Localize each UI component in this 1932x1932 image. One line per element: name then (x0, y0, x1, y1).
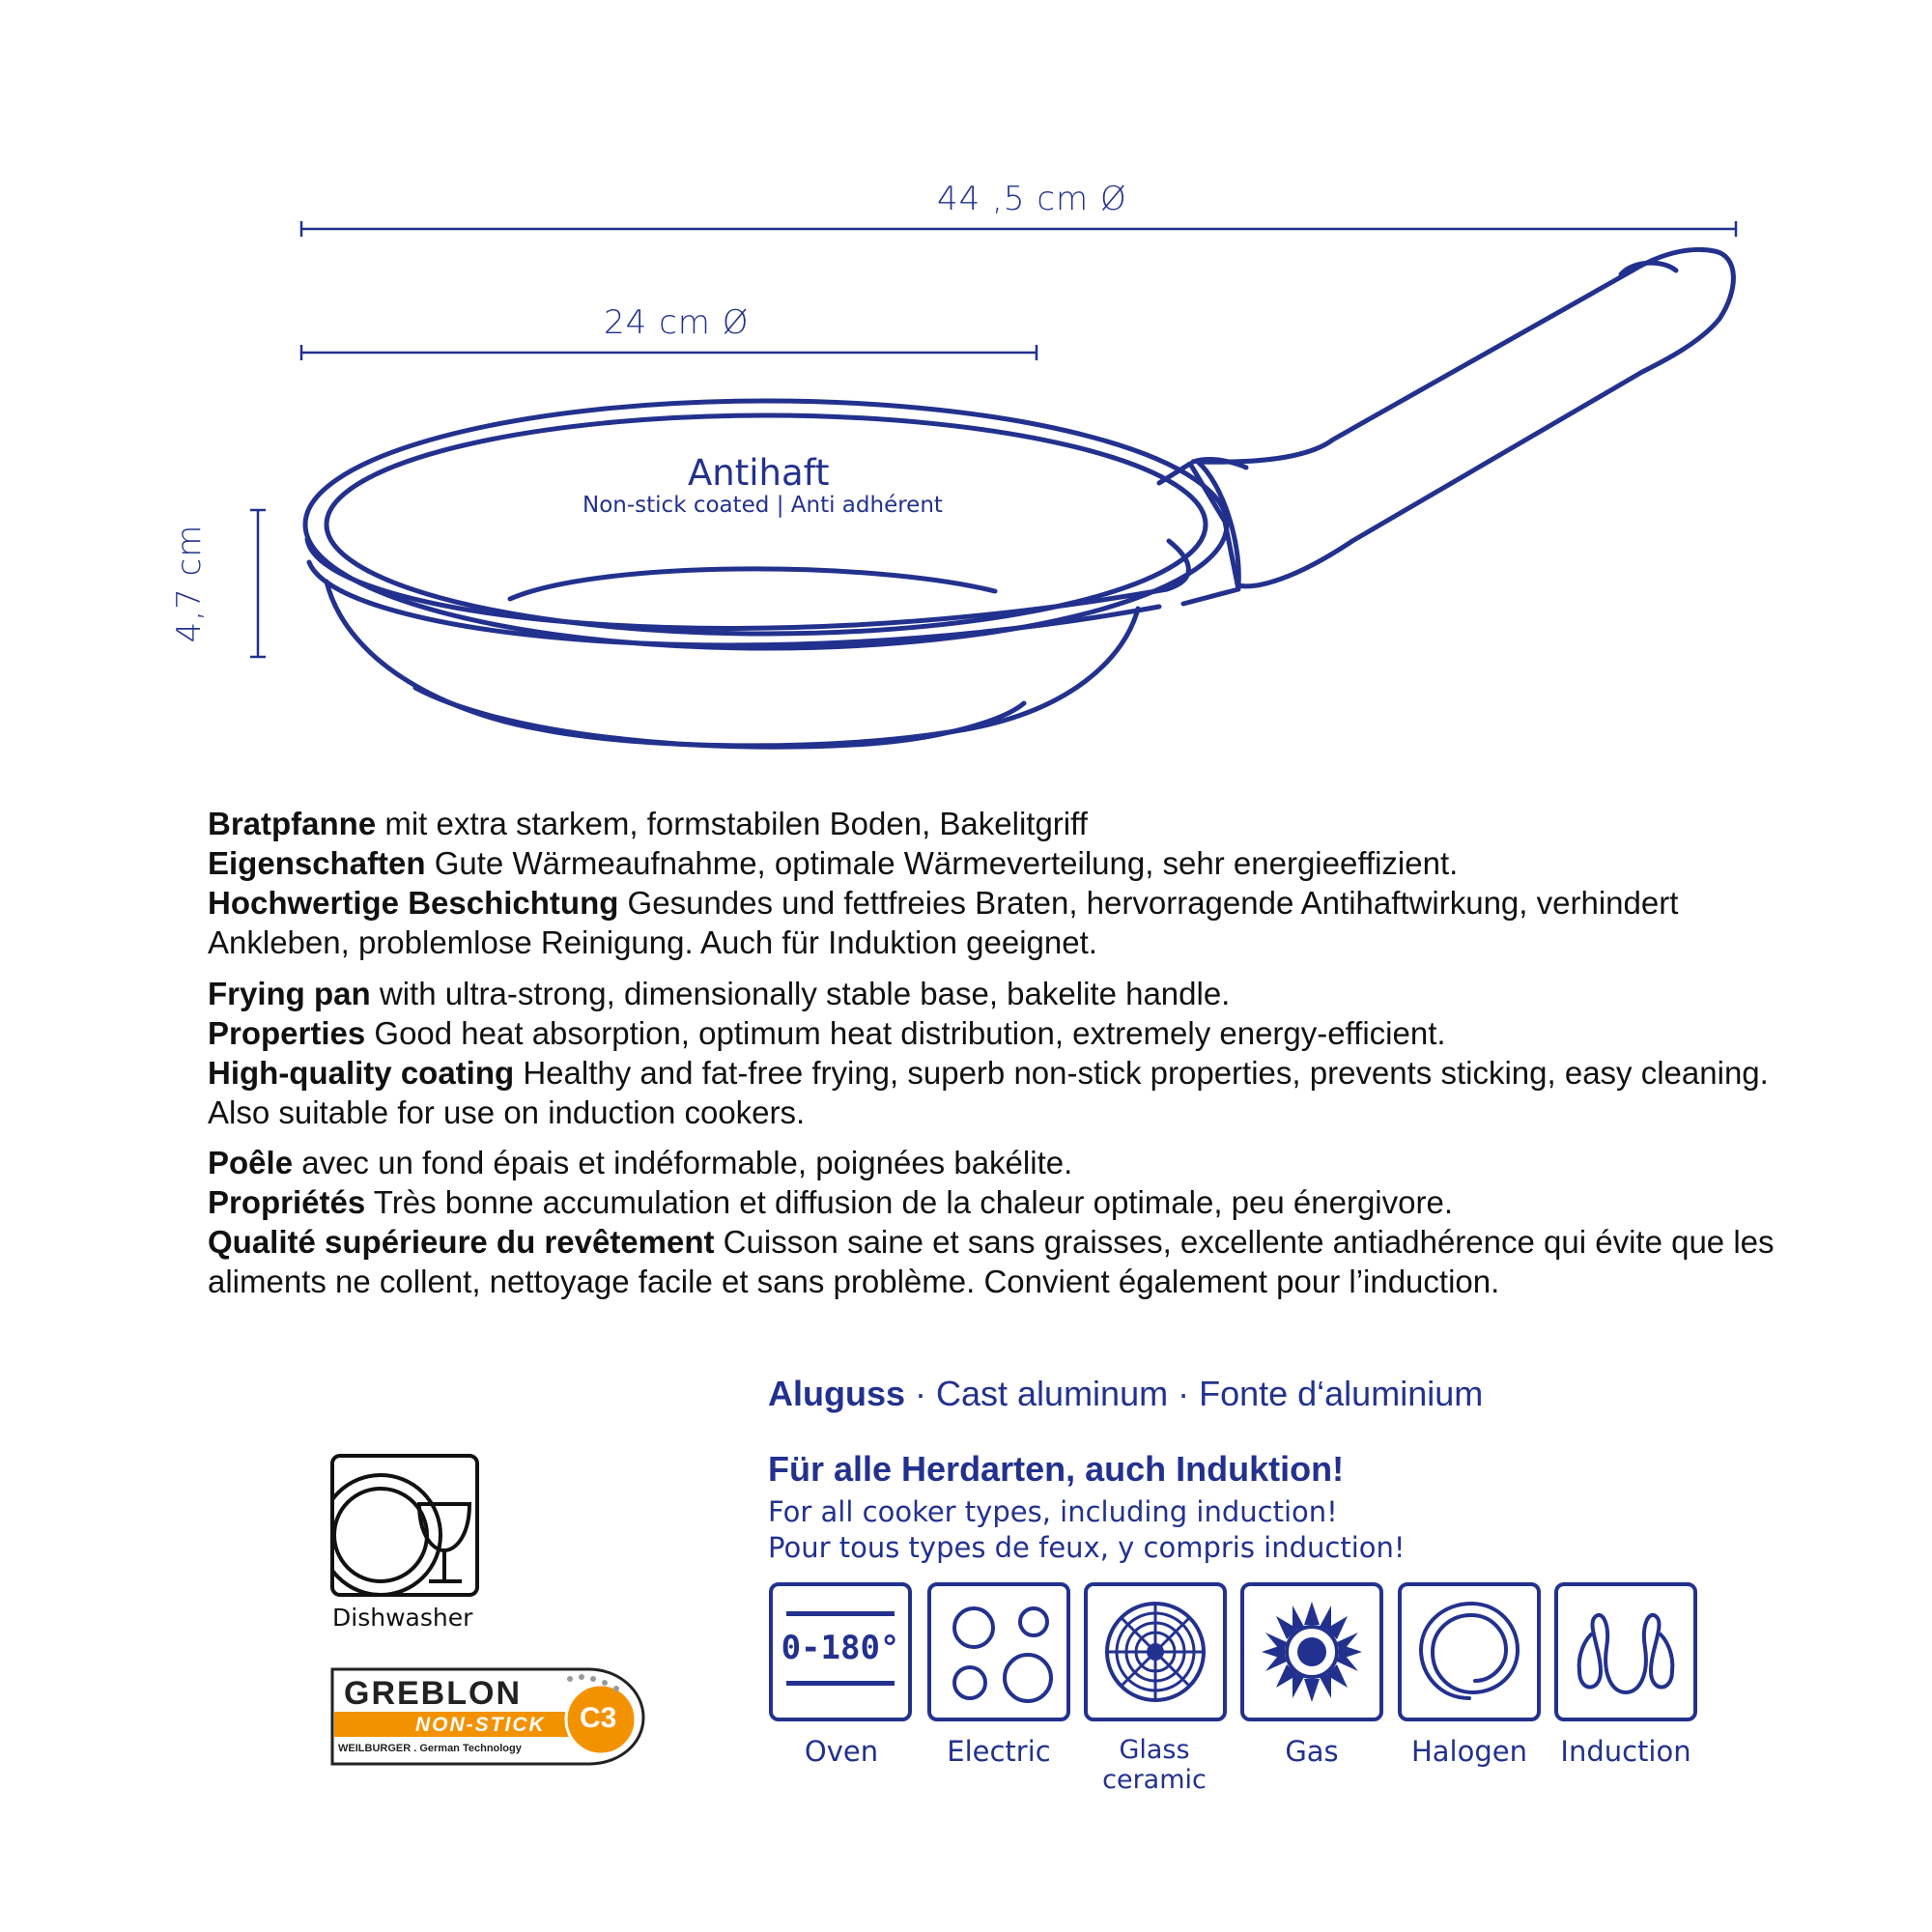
desc-fr-bold-3: Qualité supérieure du revêtement (208, 1224, 715, 1260)
desc-en-bold-2: Properties (208, 1015, 366, 1051)
desc-de-bold-3: Hochwertige Beschichtung (208, 885, 619, 921)
coating-title: Antihaft (688, 452, 830, 494)
total-length-label: 44 ,5 cm Ø (937, 180, 1127, 218)
desc-en-line-1 (208, 974, 1792, 1013)
height-label: 4,7 cm (170, 524, 209, 643)
dishwasher-label: Dishwasher (332, 1604, 473, 1632)
desc-de-text-3: Gesundes und fettfreies Braten, hervorragende Antihaftwirkung, verhindert Ankleben, problemlose Reinigung. Auch für Induktion geeignet. (208, 885, 1679, 960)
cooker-line-fr: Pour tous types de feux, y compris induction! (768, 1531, 1406, 1564)
desc-fr-bold-2: Propriétés (208, 1184, 366, 1220)
diameter-label: 24 cm Ø (604, 303, 750, 342)
halogen-label: Halogen (1410, 1735, 1527, 1768)
desc-en-bold-3: High-quality coating (208, 1055, 515, 1091)
desc-fr-line-3 (208, 1222, 1792, 1301)
greblon-footer: WEILBURGER . German Technology (338, 1743, 522, 1754)
desc-de-line-2 (208, 843, 1792, 883)
desc-fr-line-1 (208, 1143, 1792, 1182)
desc-en-bold-1: Frying pan (208, 976, 371, 1011)
gas-flame-icon (1240, 1582, 1383, 1721)
desc-de-bold-1: Bratpfanne (208, 806, 377, 841)
electric-hob-icon (927, 1582, 1070, 1721)
desc-fr-text-1: avec un fond épais et indéformable, poignées bakélite. (293, 1145, 1073, 1180)
desc-fr-text-2: Très bonne accumulation et diffusion de la chaleur optimale, peu énergivore. (365, 1184, 1453, 1220)
desc-en-text-1: with ultra-strong, dimensionally stable base, bakelite handle. (370, 976, 1231, 1011)
desc-fr-bold-1: Poêle (208, 1145, 294, 1180)
cooker-line-en: For all cooker types, including induction! (768, 1495, 1338, 1528)
desc-de-line-1 (208, 804, 1792, 843)
desc-de-text-1: mit extra starkem, formstabilen Boden, Bakelitgriff (376, 806, 1088, 841)
desc-de-text-2: Gute Wärmeaufnahme, optimale Wärmeverteilung, sehr energieeffizient. (425, 845, 1459, 881)
induction-label: Induction (1560, 1735, 1691, 1768)
desc-en-text-2: Good heat absorption, optimum heat distribution, extremely energy-efficient. (365, 1015, 1446, 1051)
material-rest: · Cast aluminum · Fonte d‘aluminium (905, 1374, 1484, 1413)
halogen-icon (1398, 1582, 1541, 1721)
material-line (768, 1374, 1483, 1414)
material-bold: Aluguss (768, 1374, 906, 1413)
desc-en-line-2 (208, 1013, 1792, 1053)
coating-subtitle: Non-stick coated | Anti adhérent (582, 493, 943, 518)
desc-en-text-3: Healthy and fat-free frying, superb non-stick properties, prevents sticking, easy cleaning. Also suitable for use on induction cookers. (208, 1055, 1769, 1130)
cooker-heading: Für alle Herdarten, auch Induktion! (768, 1449, 1345, 1489)
oven-icon (769, 1582, 912, 1721)
induction-coil-icon (1554, 1582, 1697, 1721)
dishwasher-icon (330, 1454, 479, 1597)
glass-ceramic-icon (1084, 1582, 1227, 1721)
desc-fr-text-3: Cuisson saine et sans graisses, excellente antiadhérence qui évite que les aliments ne collent, nettoyage facile et sans problème. Convient également pour l’induction. (208, 1224, 1775, 1299)
desc-fr-line-2 (208, 1182, 1792, 1222)
electric-label: Electric (947, 1735, 1051, 1768)
frying-pan-drawing (0, 0, 1932, 773)
gas-label: Gas (1285, 1735, 1339, 1768)
oven-label: Oven (804, 1735, 879, 1768)
greblon-logo (328, 1662, 647, 1770)
glass-ceramic-label: Glass ceramic (1102, 1735, 1207, 1795)
oven-temperature-text: 0-180° (781, 1629, 900, 1667)
greblon-brand: GREBLON (344, 1675, 522, 1712)
desc-de-line-3 (208, 883, 1792, 962)
description-french (208, 1143, 1792, 1301)
desc-en-line-3 (208, 1053, 1792, 1132)
greblon-ribbon: NON-STICK (415, 1714, 546, 1736)
desc-de-bold-2: Eigenschaften (208, 845, 426, 881)
greblon-grade: C3 (580, 1702, 617, 1734)
description-english (208, 974, 1792, 1132)
description-german (208, 804, 1792, 962)
